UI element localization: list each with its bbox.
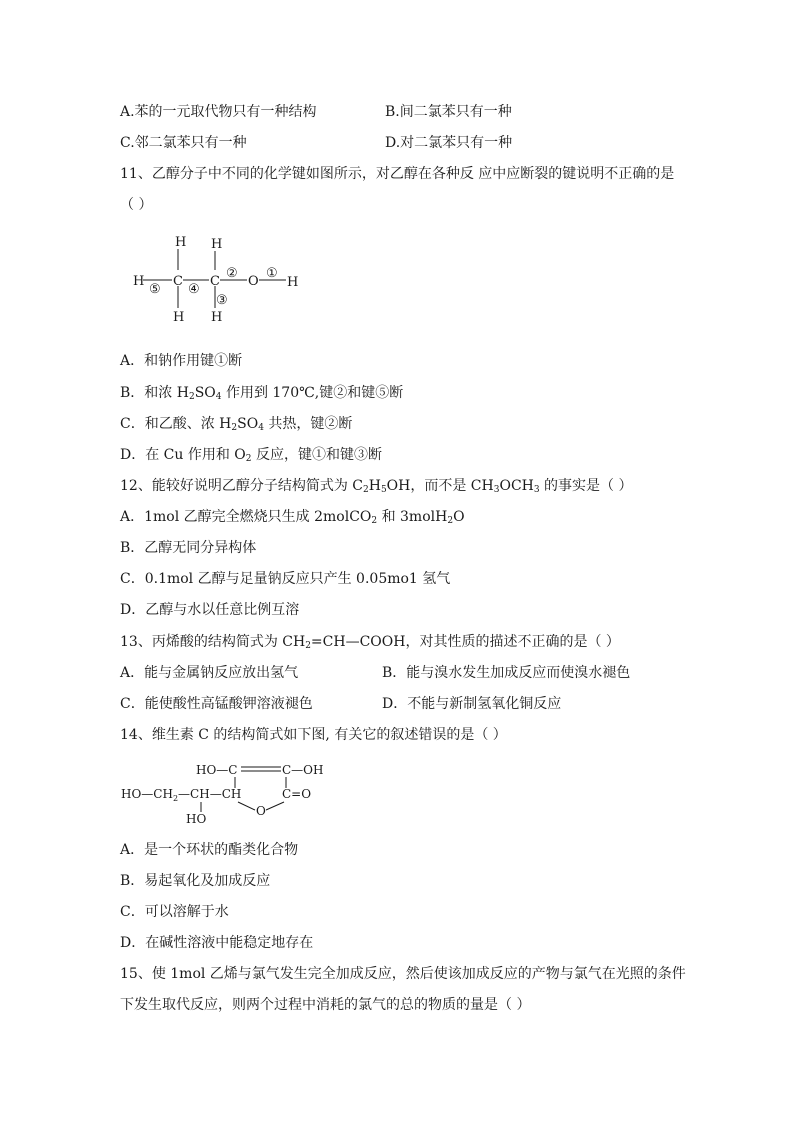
q12-option-a <box>120 507 465 527</box>
bond-label-5: ⑤ <box>149 282 161 297</box>
q13-stem-post: =CH—COOH，对其性质的描述不正确的是（ ） <box>310 634 620 650</box>
atom-c2: C <box>210 274 220 289</box>
q12-option-a-post: O <box>453 509 465 525</box>
q11-option-c <box>120 414 352 434</box>
vc-ho-c-top-left: HO—C <box>196 763 238 777</box>
q10-option-a: A.苯的一元取代物只有一种结构 <box>120 104 317 120</box>
q12-stem-s4: 3 <box>533 485 540 495</box>
q13-option-d: D．不能与新制氢氧化铜反应 <box>382 696 562 712</box>
atom-c1: C <box>173 274 183 289</box>
q11-option-b-sub2: 4 <box>215 392 222 402</box>
ethanol-structure-diagram <box>130 230 310 330</box>
q12-option-a-s1: 2 <box>371 516 378 526</box>
vc-carbonyl: C=O <box>282 787 312 801</box>
q14-stem: 14、维生素 C 的结构简式如下图, 有关它的叙述错误的是（ ） <box>120 727 507 743</box>
q13-stem-s1: 2 <box>305 641 311 651</box>
bond-label-1: ① <box>266 266 278 281</box>
q13-stem <box>120 632 620 652</box>
q11-option-b-post: 作用到 170℃,键②和键⑤断 <box>221 385 404 401</box>
vc-ring-oxygen: O <box>256 804 266 818</box>
q11-option-b <box>120 383 403 403</box>
vc-chain-sub: 2 <box>172 794 179 803</box>
q11-option-b-mid: SO <box>194 385 216 401</box>
bond-label-4: ④ <box>188 282 200 297</box>
q14-option-a: A．是一个环状的酯类化合物 <box>120 842 299 858</box>
q12-stem <box>120 476 633 496</box>
q11-option-d <box>120 445 382 465</box>
bond-label-2: ② <box>226 266 238 281</box>
q12-stem-m3: OCH <box>499 478 534 494</box>
q12-stem-s3: 3 <box>493 485 500 495</box>
q11-option-d-pre: D．在 Cu 作用和 O <box>120 447 246 463</box>
q12-stem-m2: OH，而不是 CH <box>386 478 494 494</box>
q10-option-b: B.间二氯苯只有一种 <box>385 104 512 120</box>
vitamin-c-structure-diagram <box>118 755 338 830</box>
q12-option-a-pre: A．1mol 乙醇完全燃烧只生成 2molCO <box>120 509 372 525</box>
atom-h-c1-bottom: H <box>173 310 185 325</box>
vc-main-chain <box>121 787 241 803</box>
q11-option-c-sub2: 4 <box>258 423 264 433</box>
atom-h-right: H <box>287 275 299 290</box>
q14-option-b: B．易起氧化及加成反应 <box>120 873 271 889</box>
atom-h-c1-top: H <box>175 235 187 250</box>
q12-stem-s2: 5 <box>380 485 387 495</box>
atom-h-left: H <box>133 274 145 289</box>
q10-option-d: D.对二氯苯只有一种 <box>385 135 513 151</box>
q11-option-b-sub1: 2 <box>188 392 195 402</box>
q12-stem-m1: H <box>368 478 381 494</box>
q12-option-a-s2: 2 <box>447 516 454 526</box>
vc-c-oh-top-right: C—OH <box>282 763 324 777</box>
atom-o: O <box>248 274 259 289</box>
q14-option-d: D．在碱性溶液中能稳定地存在 <box>120 935 314 951</box>
q11-option-c-sub1: 2 <box>231 423 238 433</box>
bond-label-3: ③ <box>216 293 228 308</box>
q12-stem-pre: 12、能较好说明乙醇分子结构简式为 C <box>120 478 363 494</box>
q13-option-b: B．能与溴水发生加成反应而使溴水褪色 <box>382 665 631 681</box>
q11-option-d-sub1: 2 <box>245 454 252 464</box>
q12-option-d: D．乙醇与水以任意比例互溶 <box>120 602 300 618</box>
vc-ho-bottom: HO <box>186 812 207 826</box>
vc-ring-bond-ch-o <box>238 802 255 810</box>
q14-option-c: C．可以溶解于水 <box>120 904 229 920</box>
q12-option-b: B．乙醇无同分异构体 <box>120 540 257 556</box>
q11-option-b-pre: B．和浓 H <box>120 385 189 401</box>
q13-option-a: A．能与金属钠反应放出氢气 <box>120 665 299 681</box>
q11-option-a: A．和钠作用键①断 <box>120 353 243 369</box>
q12-option-a-mid: 和 3molH <box>377 509 448 525</box>
q11-answer-paren: （ ） <box>120 197 153 213</box>
vc-chain-tail: —CH—CH <box>178 787 242 801</box>
q15-stem-line1: 15、使 1mol 乙烯与氯气发生完全加成反应，然后使该加成反应的产物与氯气在光照的条件 <box>120 966 686 982</box>
q10-option-c: C.邻二氯苯只有一种 <box>120 135 247 151</box>
vc-chain-head: HO—CH <box>121 787 173 801</box>
q13-stem-pre: 13、丙烯酸的结构简式为 CH <box>120 634 306 650</box>
q11-option-c-mid: SO <box>237 416 259 432</box>
q11-stem: 11、乙醇分子中不同的化学键如图所示，对乙醇在各种反 应中应断裂的键说明不正确的是 <box>120 166 675 182</box>
atom-h-c2-bottom: H <box>211 310 223 325</box>
q11-option-c-post: 共热，键②断 <box>263 416 353 432</box>
atom-h-c2-top: H <box>211 237 223 252</box>
q15-stem-line2: 下发生取代反应，则两个过程中消耗的氯气的总的物质的量是（ ） <box>120 997 531 1013</box>
q11-option-d-post: 反应，键①和键③断 <box>251 447 382 463</box>
q12-stem-post: 的事实是（ ） <box>539 478 633 494</box>
q13-option-c: C．能使酸性高锰酸钾溶液褪色 <box>120 696 313 712</box>
q12-option-c: C．0.1mol 乙醇与足量钠反应只产生 0.05mo1 氢气 <box>120 571 451 587</box>
q12-stem-s1: 2 <box>362 485 369 495</box>
vc-ring-bond-o-c <box>266 802 284 810</box>
q11-option-c-pre: C．和乙酸、浓 H <box>120 416 232 432</box>
